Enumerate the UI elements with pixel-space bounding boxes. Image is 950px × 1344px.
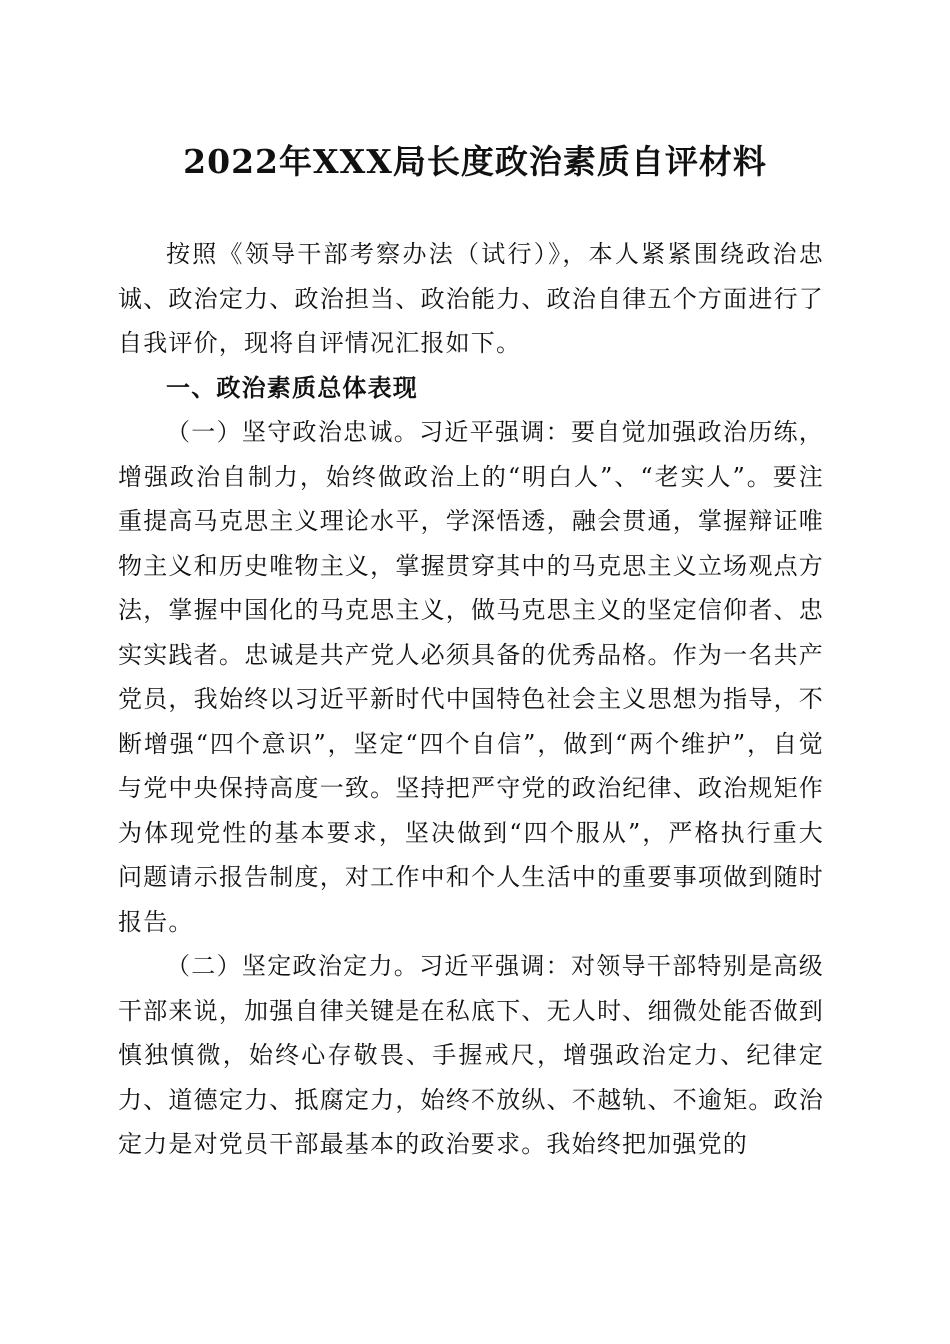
paragraph-item-2 bbox=[118, 944, 824, 1167]
document-title: 2022年XXX局长度政治素质自评材料 bbox=[183, 142, 767, 181]
paragraph-item-1 bbox=[118, 410, 824, 944]
section-heading: 一、政治素质总体表现 bbox=[166, 373, 418, 402]
document-body bbox=[118, 232, 824, 1167]
intro-paragraph: 按照《领导干部考察办法（试行）》，本人紧紧围绕政治忠诚、政治定力、政治担当、政治能力、政治自律五个方面进行了自我评价，现将自评情况汇报如下。 bbox=[118, 240, 824, 357]
item-2-lead: （二）坚定政治定力。 bbox=[166, 952, 420, 980]
item-2-text: 习近平强调：对领导干部特别是高级干部来说，加强自律关键是在私底下、无人时、细微处能否做到慎独慎微，始终心存敬畏、手握戒尺，增强政治定力、纪律定力、道德定力、抵腐定力，始终不放纵、不越轨、不逾矩。政治定力是对党员干部最基本的政治要求。我始终把加强党的 bbox=[118, 952, 825, 1158]
item-1-lead: （一）坚守政治忠诚。 bbox=[166, 418, 420, 446]
item-1-text: 习近平强调：要自觉加强政治历练，增强政治自制力，始终做政治上的“明白人”、“老实人”。要注重提高马克思主义理论水平，学深悟透，融会贯通，掌握辩证唯物主义和历史唯物主义，掌握贯穿其中的马克思主义立场观点方法，掌握中国化的马克思主义，做马克思主义的坚定信仰者、忠实实践者。忠诚是共产党人必须具备的优秀品格。作为一名共产党员，我始终以习近平新时代中国特色社会主义思想为指导，不断增强“四个意识”，坚定“四个自信”，做到“两个维护”，自觉与党中央保持高度一致。坚持把严守党的政治纪律、政治规矩作为体现党性的基本要求，坚决做到“四个服从”，严格执行重大问题请示报告制度，对工作中和个人生活中的重要事项做到随时报告。 bbox=[118, 418, 825, 936]
